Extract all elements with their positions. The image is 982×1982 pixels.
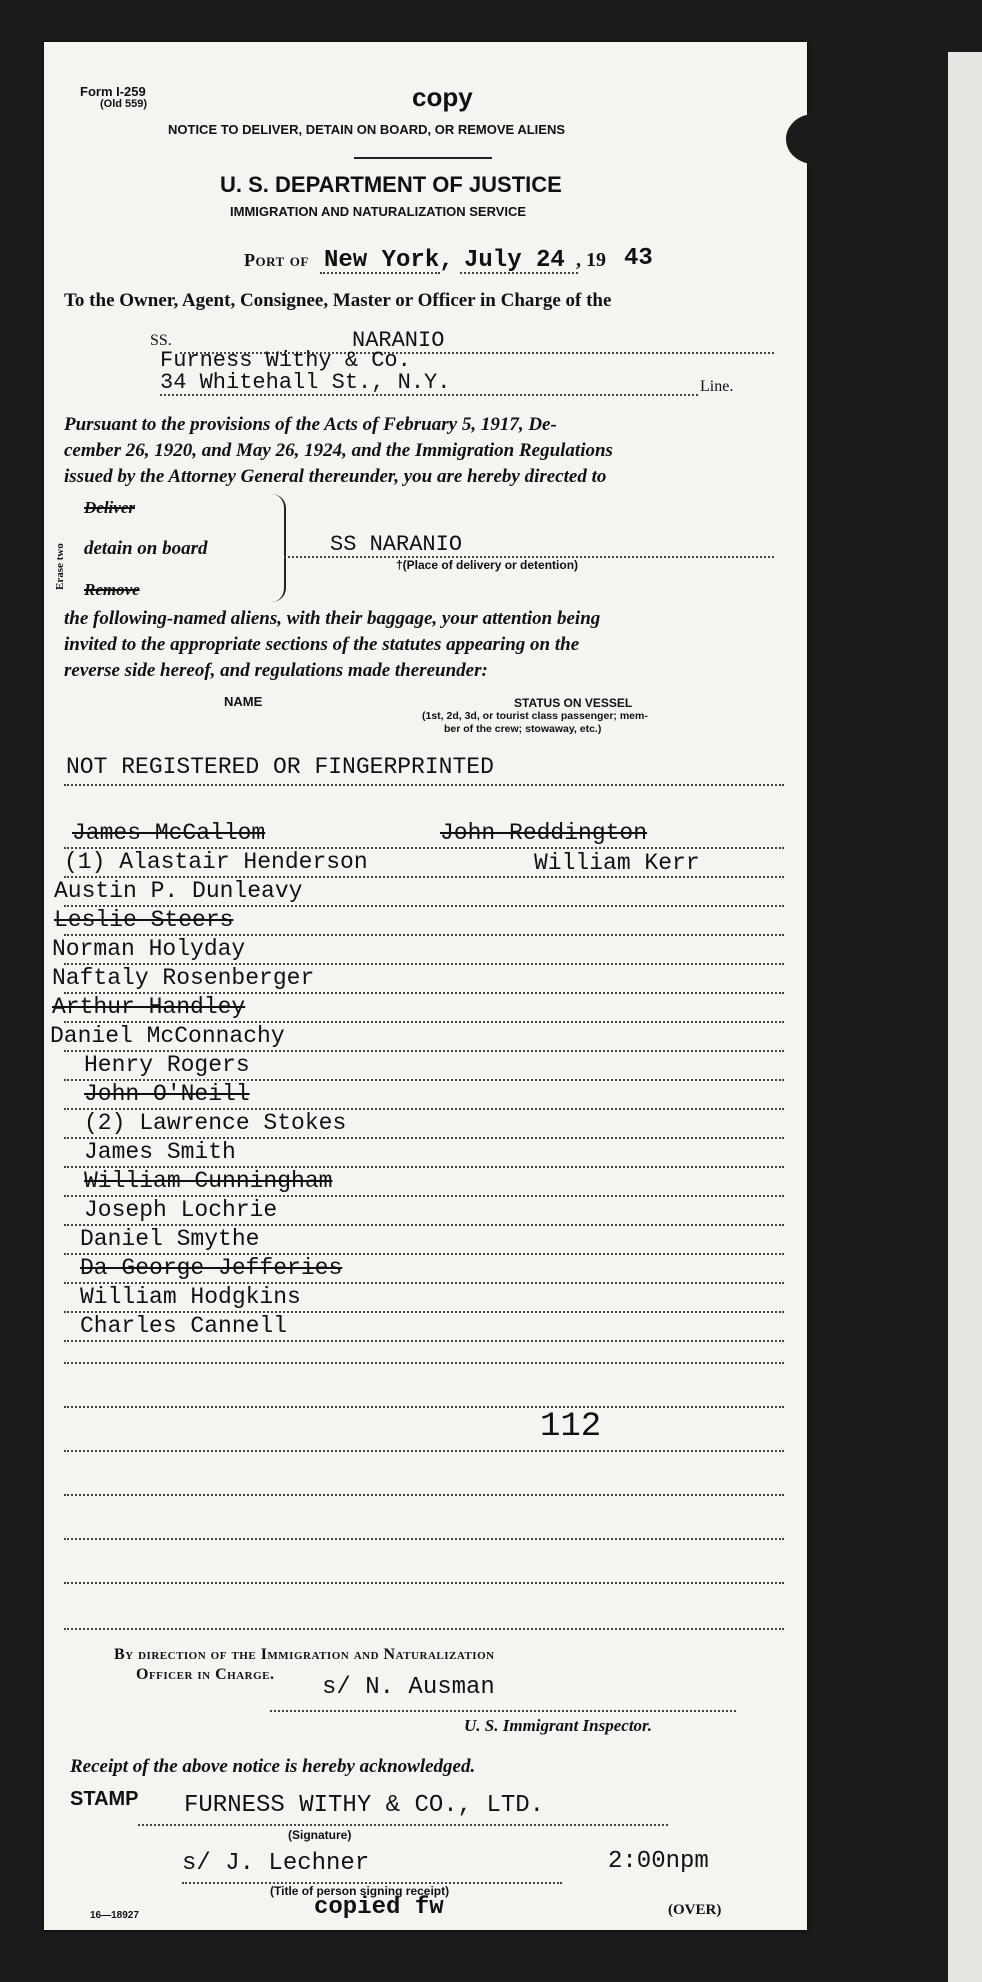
name-column-header: NAME <box>224 694 263 709</box>
status-column-header: STATUS ON VESSEL <box>514 696 633 710</box>
alien-name: James Smith <box>84 1139 236 1165</box>
blank-line <box>64 1582 784 1584</box>
blank-line <box>64 1628 784 1630</box>
name-line <box>64 1340 784 1342</box>
alien-name: Arthur Handley <box>52 994 246 1020</box>
ss-label: SS. <box>150 332 172 349</box>
title-caption: (Title of person signing receipt) <box>270 1884 450 1898</box>
alien-name: Joseph Lochrie <box>84 1197 278 1223</box>
following-line-2: invited to the appropriate sections of the statutes appearing on the <box>64 634 580 655</box>
adjacent-page-edge <box>948 52 982 1982</box>
alien-name: James McCallom <box>72 820 266 846</box>
blank-line <box>64 1362 784 1364</box>
company-name: Furness Withy & Co. <box>160 348 411 373</box>
port-prefix: Port of <box>244 250 309 270</box>
direction-line-2: Officer in Charge. <box>136 1666 275 1683</box>
pursuant-line-1: Pursuant to the provisions of the Acts of February 5, 1917, De- <box>64 414 557 435</box>
blank-line <box>64 1450 784 1452</box>
addressee: To the Owner, Agent, Consignee, Master or Officer in Charge of the <box>64 290 612 311</box>
port-year: 43 <box>624 245 653 272</box>
place-of-delivery: SS NARANIO <box>330 532 463 557</box>
pursuant-line-2: cember 26, 1920, and May 26, 1924, and the Immigration Regulations <box>64 440 613 461</box>
punch-hole <box>786 114 842 164</box>
signature-caption: (Signature) <box>288 1828 352 1842</box>
inspector-signature: s/ N. Ausman <box>322 1674 495 1701</box>
option-brace <box>270 494 286 602</box>
heading-line <box>64 784 784 786</box>
signature-line <box>270 1710 736 1712</box>
alien-name: Daniel Smythe <box>80 1226 260 1252</box>
alien-name-col2: John Reddington <box>440 820 648 846</box>
form-sheet <box>44 42 807 1930</box>
alien-name: (2) Lawrence Stokes <box>84 1110 347 1136</box>
alien-name: Daniel McConnachy <box>50 1023 285 1049</box>
not-registered-heading: NOT REGISTERED OR FINGERPRINTED <box>66 754 494 780</box>
department: U. S. DEPARTMENT OF JUSTICE <box>220 172 562 197</box>
year-prefix: , 19 <box>576 249 606 271</box>
inspector-title: U. S. Immigrant Inspector. <box>464 1716 652 1735</box>
alien-name: Leslie Steers <box>54 907 234 933</box>
receipt-ack: Receipt of the above notice is hereby acknowledged. <box>70 1756 476 1777</box>
alien-name: Austin P. Dunleavy <box>54 878 303 904</box>
erase-note: Erase two <box>54 543 66 590</box>
receipt-company: FURNESS WITHY & CO., LTD. <box>184 1792 545 1819</box>
alien-name: Norman Holyday <box>52 936 246 962</box>
port-place: New York, <box>324 247 454 274</box>
copied-note: copied fw <box>314 1894 444 1921</box>
blank-line <box>64 1406 784 1408</box>
receipt-signer: s/ J. Lechner <box>182 1850 370 1877</box>
service: IMMIGRATION AND NATURALIZATION SERVICE <box>230 204 527 219</box>
pursuant-line-3: issued by the Attorney General thereunder, you are hereby directed to <box>64 466 607 487</box>
alien-name: Charles Cannell <box>80 1313 288 1339</box>
title-rule <box>354 157 492 159</box>
alien-name: Henry Rogers <box>84 1052 250 1078</box>
status-subtitle-2: ber of the crew; stowaway, etc.) <box>444 723 602 735</box>
option-deliver: Deliver <box>84 498 135 517</box>
alien-name: (1) Alastair Henderson <box>64 849 368 875</box>
notice-title: NOTICE TO DELIVER, DETAIN ON BOARD, OR REMOVE ALIENS <box>168 122 566 137</box>
option-detain: detain on board <box>84 538 208 559</box>
blank-line <box>64 1538 784 1540</box>
copy-label: copy <box>412 82 473 112</box>
following-line-1: the following-named aliens, with their baggage, your attention being <box>64 608 601 629</box>
stamp-label: STAMP <box>70 1788 139 1810</box>
receipt-time: 2:00npm <box>608 1848 709 1875</box>
address-line <box>160 394 698 396</box>
over-label: (OVER) <box>668 1902 722 1918</box>
option-remove: Remove <box>84 580 140 599</box>
direction-line-1: By direction of the Immigration and Naturalization <box>114 1646 495 1663</box>
following-line-3: reverse side hereof, and regulations made thereunder: <box>64 660 488 681</box>
port-date: July 24 <box>464 247 565 274</box>
alien-name: John O'Neill <box>84 1081 250 1107</box>
alien-name: William Hodgkins <box>80 1284 301 1310</box>
ship-name: NARANIO <box>352 328 445 353</box>
receipt-signature-line <box>138 1824 668 1826</box>
alien-name: William Cunningham <box>84 1168 333 1194</box>
line-label: Line. <box>700 378 734 395</box>
company-address: 34 Whitehall St., N.Y. <box>160 370 451 395</box>
alien-name: Da George Jefferies <box>80 1255 343 1281</box>
old-form-number: (Old 559) <box>100 98 148 110</box>
blank-line <box>64 1494 784 1496</box>
form-number: Form I-259 <box>80 84 146 99</box>
alien-name: Naftaly Rosenberger <box>52 965 315 991</box>
place-caption: †(Place of delivery or detention) <box>396 558 579 572</box>
form-code: 16—18927 <box>90 1910 139 1921</box>
page-number: 112 <box>540 1408 602 1446</box>
status-subtitle-1: (1st, 2d, 3d, or tourist class passenger; mem- <box>422 710 648 722</box>
alien-name-col2: William Kerr <box>534 850 700 876</box>
